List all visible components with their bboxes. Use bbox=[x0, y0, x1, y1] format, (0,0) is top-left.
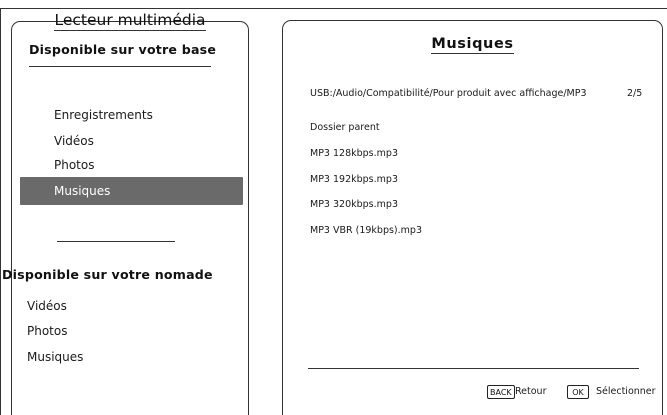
media-player-title: Lecteur multimédia bbox=[54, 11, 206, 29]
base-item-photos[interactable]: Photos bbox=[54, 158, 95, 172]
nomade-item-musiques[interactable]: Musiques bbox=[27, 350, 84, 364]
file-browser-title: Musiques bbox=[431, 36, 514, 52]
base-item-videos[interactable]: Vidéos bbox=[54, 134, 94, 148]
footer-divider bbox=[308, 368, 639, 369]
frame-top-line bbox=[0, 8, 667, 9]
page-indicator: 2/5 bbox=[627, 88, 643, 99]
current-path: USB:/Audio/Compatibilité/Pour produit avec affichage/MP3 bbox=[310, 88, 587, 99]
file-item[interactable]: MP3 VBR (19kbps).mp3 bbox=[310, 225, 422, 236]
file-item-parent-folder[interactable]: Dossier parent bbox=[310, 122, 380, 133]
frame-left-line bbox=[0, 8, 1, 415]
nomade-item-videos[interactable]: Vidéos bbox=[27, 299, 67, 313]
file-item[interactable]: MP3 128kbps.mp3 bbox=[310, 148, 398, 159]
section-divider bbox=[57, 241, 175, 242]
base-section-heading: Disponible sur votre base bbox=[29, 42, 217, 57]
file-item[interactable]: MP3 320kbps.mp3 bbox=[310, 199, 398, 210]
ok-key-icon[interactable]: OK bbox=[567, 385, 589, 399]
file-browser-panel bbox=[282, 20, 663, 415]
base-item-musiques[interactable]: Musiques bbox=[54, 184, 111, 198]
back-key-icon[interactable]: BACK bbox=[487, 385, 515, 399]
base-item-enregistrements[interactable]: Enregistrements bbox=[54, 108, 153, 122]
select-label: Sélectionner bbox=[596, 386, 656, 397]
nomade-item-photos[interactable]: Photos bbox=[27, 324, 68, 338]
base-section-underline bbox=[29, 66, 211, 67]
file-item[interactable]: MP3 192kbps.mp3 bbox=[310, 174, 398, 185]
back-label: Retour bbox=[515, 386, 547, 397]
nomade-section-heading: Disponible sur votre nomade bbox=[2, 267, 213, 282]
